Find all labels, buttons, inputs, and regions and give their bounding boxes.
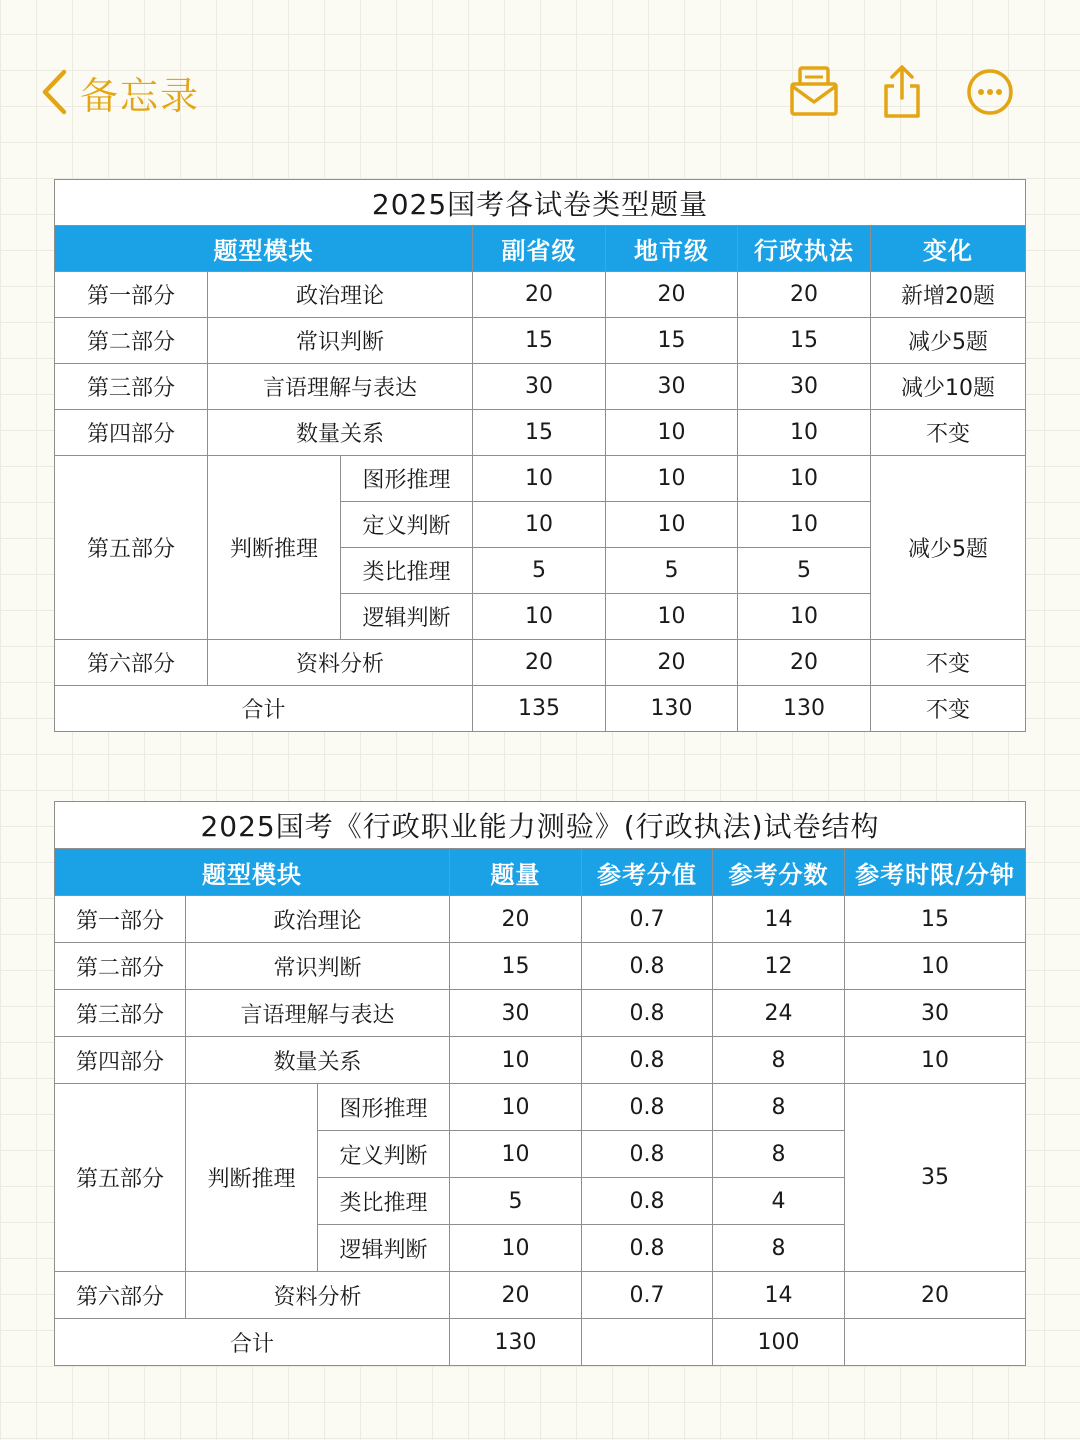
question-count-table <box>54 179 1026 732</box>
change-cell: 减少10题 <box>871 364 1026 410</box>
table-header-row <box>55 849 1026 896</box>
sub-module-name: 类比推理 <box>341 548 473 594</box>
cell-value: 14 <box>713 896 845 943</box>
time-cell: 10 <box>845 1037 1026 1084</box>
cell-value: 20 <box>473 640 606 686</box>
table-row <box>55 272 1026 318</box>
time-cell: 30 <box>845 990 1026 1037</box>
time-cell: 10 <box>845 943 1026 990</box>
cell-value: 0.8 <box>582 1084 713 1131</box>
total-label: 合计 <box>55 1319 450 1366</box>
part-label: 第五部分 <box>55 1084 186 1272</box>
change-cell: 减少5题 <box>871 456 1026 640</box>
cell-value: 10 <box>450 1131 582 1178</box>
module-name: 常识判断 <box>208 318 473 364</box>
header-time-limit: 参考时限/分钟 <box>845 849 1026 896</box>
cell-value: 5 <box>606 548 738 594</box>
table-row <box>55 1037 1026 1084</box>
header-change: 变化 <box>871 226 1026 272</box>
mail-button[interactable] <box>788 64 844 120</box>
cell-value: 4 <box>713 1178 845 1225</box>
sub-module-name: 定义判断 <box>318 1131 450 1178</box>
table-row <box>55 990 1026 1037</box>
back-button[interactable] <box>40 66 200 118</box>
cell-value: 15 <box>473 410 606 456</box>
time-cell: 20 <box>845 1272 1026 1319</box>
cell-value: 10 <box>450 1037 582 1084</box>
cell-value: 10 <box>606 502 738 548</box>
total-row <box>55 1319 1026 1366</box>
time-cell <box>845 1319 1026 1366</box>
change-cell: 不变 <box>871 410 1026 456</box>
cell-value: 8 <box>713 1084 845 1131</box>
part-label: 第二部分 <box>55 318 208 364</box>
cell-value: 5 <box>473 548 606 594</box>
cell-value: 100 <box>713 1319 845 1366</box>
module-name: 政治理论 <box>208 272 473 318</box>
more-button[interactable] <box>962 64 1018 120</box>
share-button[interactable] <box>876 64 932 120</box>
module-name: 政治理论 <box>186 896 450 943</box>
header-prefecture: 地市级 <box>606 226 738 272</box>
cell-value: 0.8 <box>582 1178 713 1225</box>
cell-value: 10 <box>738 410 871 456</box>
cell-value: 135 <box>473 686 606 732</box>
cell-value: 130 <box>606 686 738 732</box>
module-name: 常识判断 <box>186 943 450 990</box>
time-cell: 15 <box>845 896 1026 943</box>
cell-value: 0.8 <box>582 1131 713 1178</box>
exam-structure-table <box>54 801 1026 1366</box>
table-row <box>55 1272 1026 1319</box>
cell-value: 20 <box>473 272 606 318</box>
cell-value: 5 <box>738 548 871 594</box>
part-label: 第三部分 <box>55 364 208 410</box>
header-reference-value: 参考分值 <box>582 849 713 896</box>
cell-value: 0.8 <box>582 943 713 990</box>
cell-value: 15 <box>473 318 606 364</box>
header-reference-score: 参考分数 <box>713 849 845 896</box>
cell-value: 10 <box>473 502 606 548</box>
cell-value: 10 <box>738 502 871 548</box>
sub-module-name: 定义判断 <box>341 502 473 548</box>
change-cell: 新增20题 <box>871 272 1026 318</box>
cell-value: 14 <box>713 1272 845 1319</box>
cell-value: 30 <box>606 364 738 410</box>
cell-value: 12 <box>713 943 845 990</box>
cell-value: 130 <box>450 1319 582 1366</box>
cell-value: 15 <box>606 318 738 364</box>
module-name: 判断推理 <box>186 1084 318 1272</box>
sub-module-name: 图形推理 <box>318 1084 450 1131</box>
cell-value: 0.7 <box>582 1272 713 1319</box>
part-label: 第五部分 <box>55 456 208 640</box>
cell-value: 15 <box>738 318 871 364</box>
cell-value: 130 <box>738 686 871 732</box>
cell-value: 20 <box>738 640 871 686</box>
cell-value <box>582 1319 713 1366</box>
part-label: 第一部分 <box>55 272 208 318</box>
table-header-row <box>55 226 1026 272</box>
cell-value: 8 <box>713 1037 845 1084</box>
module-name: 判断推理 <box>208 456 341 640</box>
cell-value: 30 <box>738 364 871 410</box>
cell-value: 10 <box>606 456 738 502</box>
part-label: 第一部分 <box>55 896 186 943</box>
table-row <box>55 1084 1026 1131</box>
table-row <box>55 943 1026 990</box>
header-admin-enforcement: 行政执法 <box>738 226 871 272</box>
total-row <box>55 686 1026 732</box>
cell-value: 10 <box>473 456 606 502</box>
cell-value: 20 <box>606 640 738 686</box>
share-icon <box>876 64 928 120</box>
table-row <box>55 410 1026 456</box>
cell-value: 10 <box>450 1225 582 1272</box>
cell-value: 10 <box>606 410 738 456</box>
cell-value: 10 <box>738 594 871 640</box>
change-cell: 减少5题 <box>871 318 1026 364</box>
sub-module-name: 逻辑判断 <box>318 1225 450 1272</box>
part-label: 第四部分 <box>55 1037 186 1084</box>
part-label: 第六部分 <box>55 640 208 686</box>
table-title: 2025国考《行政职业能力测验》(行政执法)试卷结构 <box>55 802 1026 849</box>
cell-value: 8 <box>713 1131 845 1178</box>
table-row <box>55 318 1026 364</box>
more-icon <box>962 64 1018 120</box>
back-chevron-icon <box>40 68 68 116</box>
cell-value: 15 <box>450 943 582 990</box>
module-name: 资料分析 <box>186 1272 450 1319</box>
back-label: 备忘录 <box>80 73 201 118</box>
cell-value: 20 <box>606 272 738 318</box>
module-name: 数量关系 <box>208 410 473 456</box>
module-name: 言语理解与表达 <box>186 990 450 1037</box>
header-module: 题型模块 <box>55 849 450 896</box>
cell-value: 10 <box>738 456 871 502</box>
header-sub-provincial: 副省级 <box>473 226 606 272</box>
cell-value: 30 <box>450 990 582 1037</box>
cell-value: 10 <box>606 594 738 640</box>
cell-value: 20 <box>450 896 582 943</box>
nav-bar <box>0 0 1080 180</box>
table-row <box>55 896 1026 943</box>
cell-value: 20 <box>738 272 871 318</box>
header-question-count: 题量 <box>450 849 582 896</box>
table-row <box>55 364 1026 410</box>
part-label: 第四部分 <box>55 410 208 456</box>
cell-value: 0.7 <box>582 896 713 943</box>
header-module: 题型模块 <box>55 226 473 272</box>
table-row <box>55 640 1026 686</box>
part-label: 第三部分 <box>55 990 186 1037</box>
cell-value: 0.8 <box>582 1037 713 1084</box>
part-label: 第二部分 <box>55 943 186 990</box>
sub-module-name: 类比推理 <box>318 1178 450 1225</box>
cell-value: 10 <box>473 594 606 640</box>
cell-value: 8 <box>713 1225 845 1272</box>
sub-module-name: 图形推理 <box>341 456 473 502</box>
cell-value: 0.8 <box>582 1225 713 1272</box>
change-cell: 不变 <box>871 640 1026 686</box>
cell-value: 20 <box>450 1272 582 1319</box>
cell-value: 0.8 <box>582 990 713 1037</box>
change-cell: 不变 <box>871 686 1026 732</box>
mail-icon <box>788 64 840 120</box>
sub-module-name: 逻辑判断 <box>341 594 473 640</box>
module-name: 言语理解与表达 <box>208 364 473 410</box>
module-name: 数量关系 <box>186 1037 450 1084</box>
table-row <box>55 456 1026 502</box>
cell-value: 10 <box>450 1084 582 1131</box>
table-title: 2025国考各试卷类型题量 <box>55 180 1026 226</box>
module-name: 资料分析 <box>208 640 473 686</box>
total-label: 合计 <box>55 686 473 732</box>
cell-value: 24 <box>713 990 845 1037</box>
time-cell: 35 <box>845 1084 1026 1272</box>
cell-value: 30 <box>473 364 606 410</box>
cell-value: 5 <box>450 1178 582 1225</box>
part-label: 第六部分 <box>55 1272 186 1319</box>
